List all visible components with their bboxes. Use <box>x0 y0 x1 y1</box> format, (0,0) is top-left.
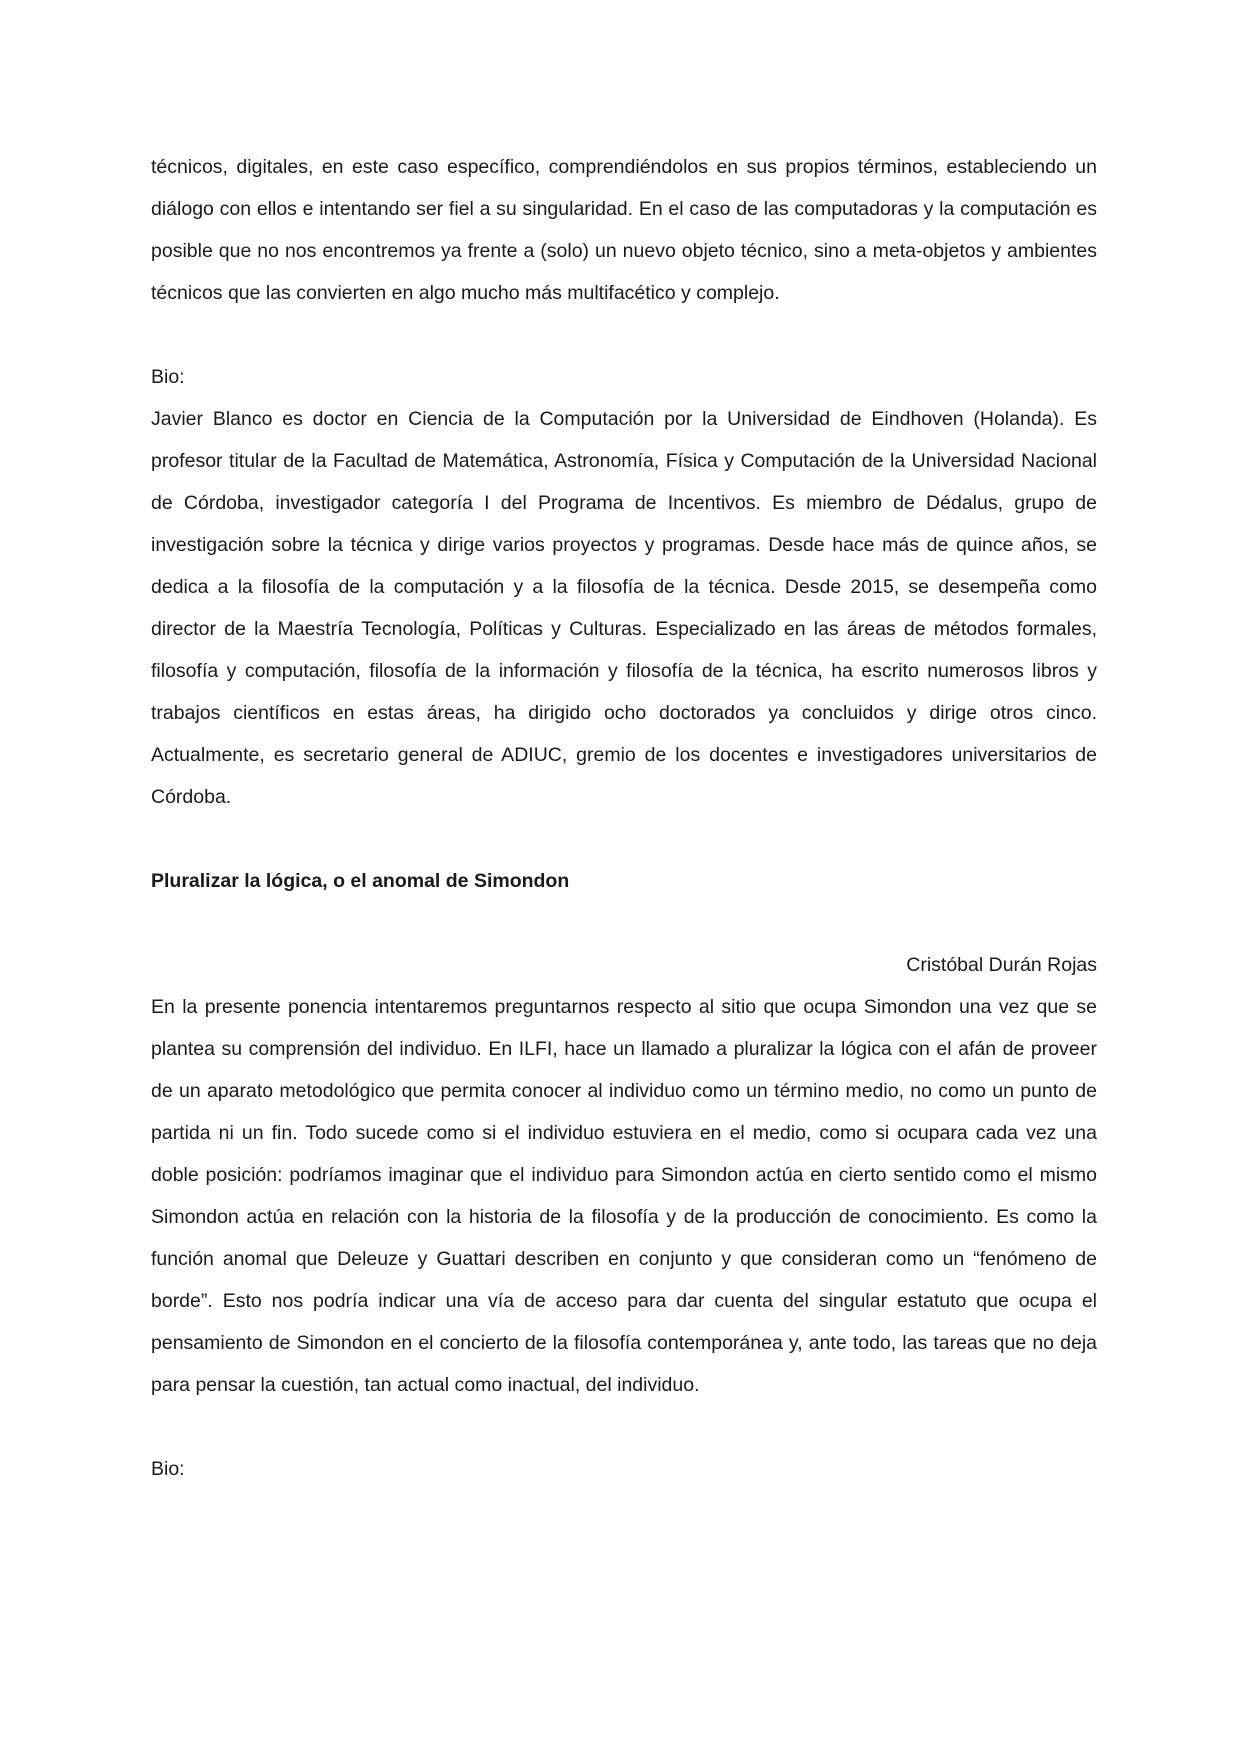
spacer <box>151 902 1097 944</box>
bio-paragraph: Javier Blanco es doctor en Ciencia de la Computación por la Universidad de Eindhoven (Holanda). Es profesor titular de la Facultad de Matemática, Astronomía, Física y Computación de la Universidad Nacional de Córdoba, investigador categoría I del Programa de Incentivos. Es miembro de Dédalus, grupo de investigación sobre la técnica y dirige varios proyectos y programas. Desde hace más de quince años, se dedica a la filosofía de la computación y a la filosofía de la técnica. Desde 2015, se desempeña como director de la Maestría Tecnología, Políticas y Culturas. Especializado en las áreas de métodos formales, filosofía y computación, filosofía de la información y filosofía de la técnica, ha escrito numerosos libros y trabajos científicos en estas áreas, ha dirigido ocho doctorados ya concluidos y dirige otros cinco. Actualmente, es secretario general de ADIUC, gremio de los docentes e investigadores universitarios de Córdoba. <box>151 408 1097 808</box>
spacer <box>151 314 1097 356</box>
intro-paragraph: técnicos, digitales, en este caso específico, comprendiéndolos en sus propios términos, estableciendo un diálogo con ellos e intentando ser fiel a su singularidad. En el caso de las computadoras y la computación es posible que no nos encontremos ya frente a (solo) un nuevo objeto técnico, sino a meta-objetos y ambientes técnicos que las convierten en algo mucho más multifacético y complejo. <box>151 156 1097 304</box>
abstract-paragraph: En la presente ponencia intentaremos preguntarnos respecto al sitio que ocupa Simondon una vez que se plantea su comprensión del individuo. En ILFI, hace un llamado a pluralizar la lógica con el afán de proveer de un aparato metodológico que permita conocer al individuo como un término medio, no como un punto de partida ni un fin. Todo sucede como si el individuo estuviera en el medio, como si ocupara cada vez una doble posición: podríamos imaginar que el individuo para Simondon actúa en cierto sentido como el mismo Simondon actúa en relación con la historia de la filosofía y de la producción de conocimiento. Es como la función anomal que Deleuze y Guattari describen en conjunto y que consideran como un “fenómeno de borde”. Esto nos podría indicar una vía de acceso para dar cuenta del singular estatuto que ocupa el pensamiento de Simondon en el concierto de la filosofía contemporánea y, ante todo, las tareas que no deja para pensar la cuestión, tan actual como inactual, del individuo. <box>151 996 1097 1396</box>
document-page <box>151 146 1097 1490</box>
bio-label: Bio: <box>151 366 185 388</box>
section-title: Pluralizar la lógica, o el anomal de Simondon <box>151 870 570 892</box>
bio-label-2: Bio: <box>151 1458 185 1480</box>
author-name: Cristóbal Durán Rojas <box>906 954 1097 976</box>
spacer <box>151 818 1097 860</box>
spacer <box>151 1406 1097 1448</box>
